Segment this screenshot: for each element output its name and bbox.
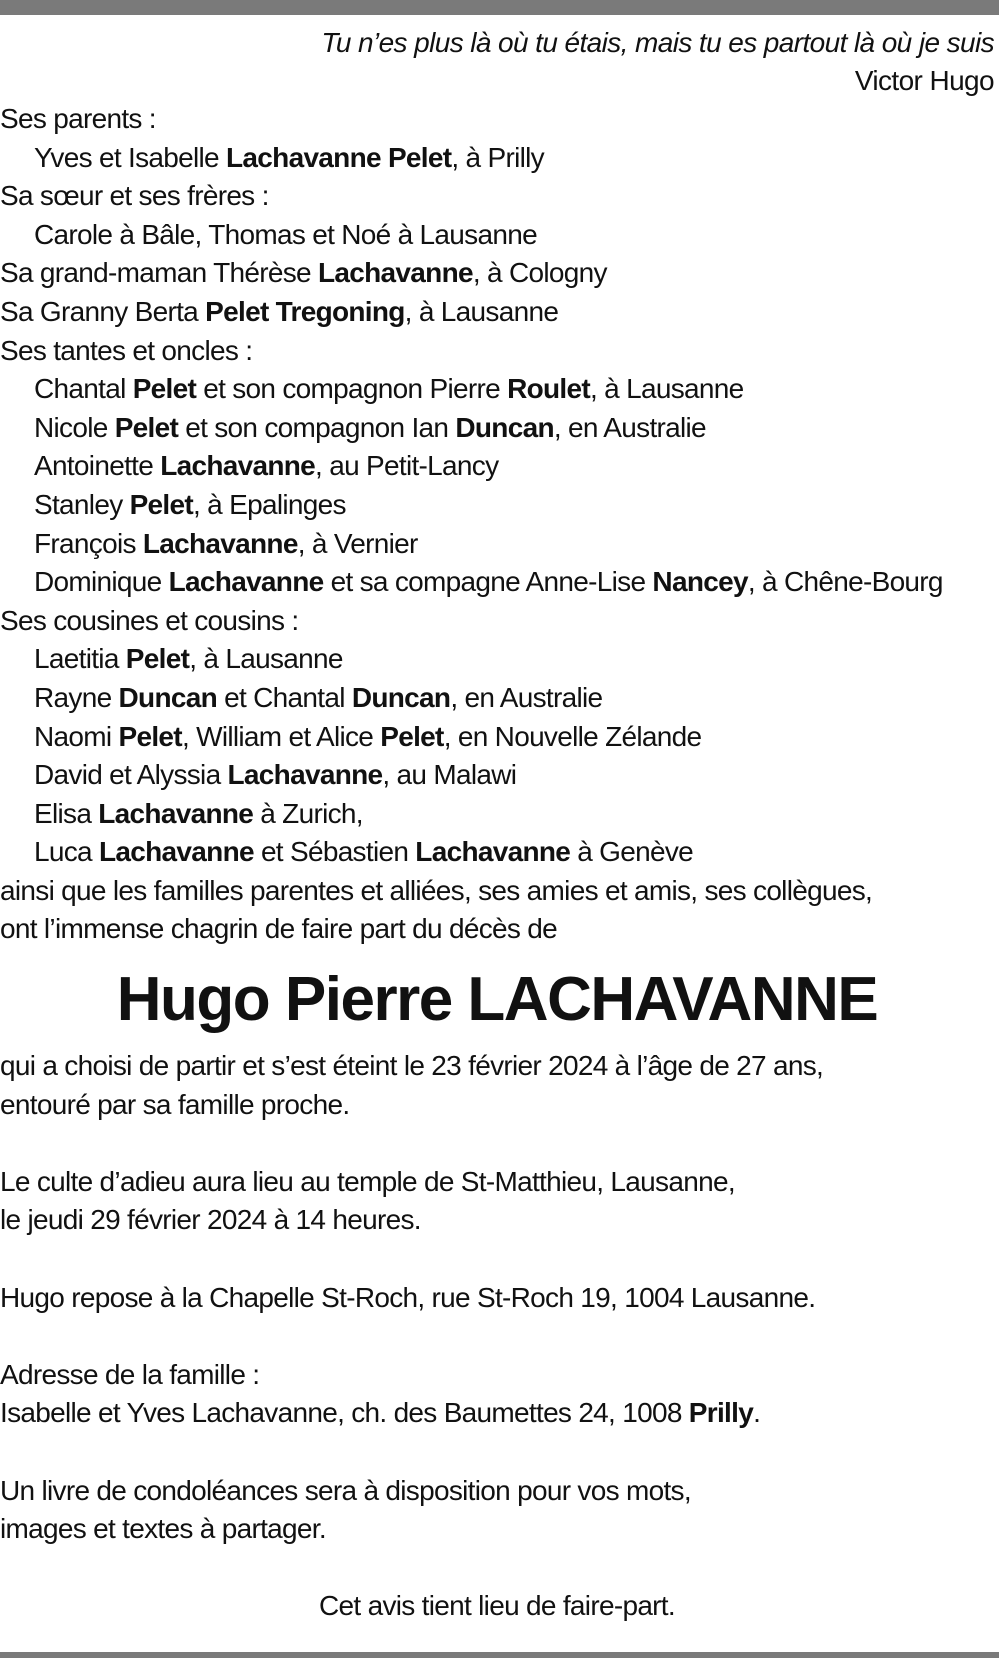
list-item: Sa Granny Berta Pelet Tregoning, à Lausanne bbox=[0, 295, 559, 327]
condolences-info: images et textes à partager. bbox=[0, 1513, 326, 1545]
obituary-notice bbox=[0, 24, 994, 1626]
death-info: entouré par sa famille proche. bbox=[0, 1088, 350, 1120]
epigraph-author: Victor Hugo bbox=[854, 65, 994, 96]
list-item: David et Alyssia Lachavanne, au Malawi bbox=[34, 759, 517, 791]
list-item: Laetitia Pelet, à Lausanne bbox=[34, 643, 343, 675]
footer-note: Cet avis tient lieu de faire-part. bbox=[319, 1590, 675, 1622]
list-item: Chantal Pelet et son compagnon Pierre Roulet, à Lausanne bbox=[34, 373, 744, 405]
address-label: Adresse de la famille : bbox=[0, 1358, 260, 1390]
list-item: Antoinette Lachavanne, au Petit-Lancy bbox=[34, 450, 499, 482]
list-item: Nicole Pelet et son compagnon Ian Duncan, en Australie bbox=[34, 411, 706, 443]
deceased-name: Hugo Pierre LACHAVANNE bbox=[116, 965, 878, 1035]
list-item: François Lachavanne, à Vernier bbox=[34, 527, 418, 559]
address-line: Isabelle et Yves Lachavanne, ch. des Baumettes 24, 1008 Prilly. bbox=[0, 1397, 761, 1429]
list-item: Stanley Pelet, à Epalinges bbox=[34, 488, 346, 520]
repose-info: Hugo repose à la Chapelle St-Roch, rue St-Roch 19, 1004 Lausanne. bbox=[0, 1281, 816, 1313]
list-item: Naomi Pelet, William et Alice Pelet, en Nouvelle Zélande bbox=[34, 720, 702, 752]
list-item: Rayne Duncan et Chantal Duncan, en Australie bbox=[34, 681, 603, 713]
top-rule bbox=[0, 0, 999, 15]
list-item: Luca Lachavanne et Sébastien Lachavanne à Genève bbox=[34, 836, 694, 868]
aunts-uncles-label: Ses tantes et oncles : bbox=[0, 334, 253, 366]
siblings-label: Sa sœur et ses frères : bbox=[0, 180, 269, 212]
list-item: Sa grand-maman Thérèse Lachavanne, à Cologny bbox=[0, 257, 607, 289]
service-info: le jeudi 29 février 2024 à 14 heures. bbox=[0, 1204, 421, 1236]
closing-line: ainsi que les familles parentes et alliées, ses amies et amis, ses collègues, bbox=[0, 874, 873, 906]
condolences-info: Un livre de condoléances sera à disposition pour vos mots, bbox=[0, 1474, 691, 1506]
service-info: Le culte d’adieu aura lieu au temple de St-Matthieu, Lausanne, bbox=[0, 1165, 735, 1197]
death-info: qui a choisi de partir et s’est éteint le 23 février 2024 à l’âge de 27 ans, bbox=[0, 1050, 824, 1082]
closing-line: ont l’immense chagrin de faire part du décès de bbox=[0, 913, 557, 945]
epigraph-quote: Tu n’es plus là où tu étais, mais tu es partout là où je suis bbox=[321, 27, 994, 58]
cousins-label: Ses cousines et cousins : bbox=[0, 604, 299, 636]
list-item: Yves et Isabelle Lachavanne Pelet, à Prilly bbox=[34, 141, 544, 173]
list-item: Elisa Lachavanne à Zurich, bbox=[34, 797, 363, 829]
list-item: Dominique Lachavanne et sa compagne Anne-Lise Nancey, à Chêne-Bourg bbox=[34, 566, 943, 598]
list-item: Carole à Bâle, Thomas et Noé à Lausanne bbox=[34, 218, 537, 250]
parents-label: Ses parents : bbox=[0, 103, 156, 134]
bottom-rule bbox=[0, 1652, 999, 1658]
